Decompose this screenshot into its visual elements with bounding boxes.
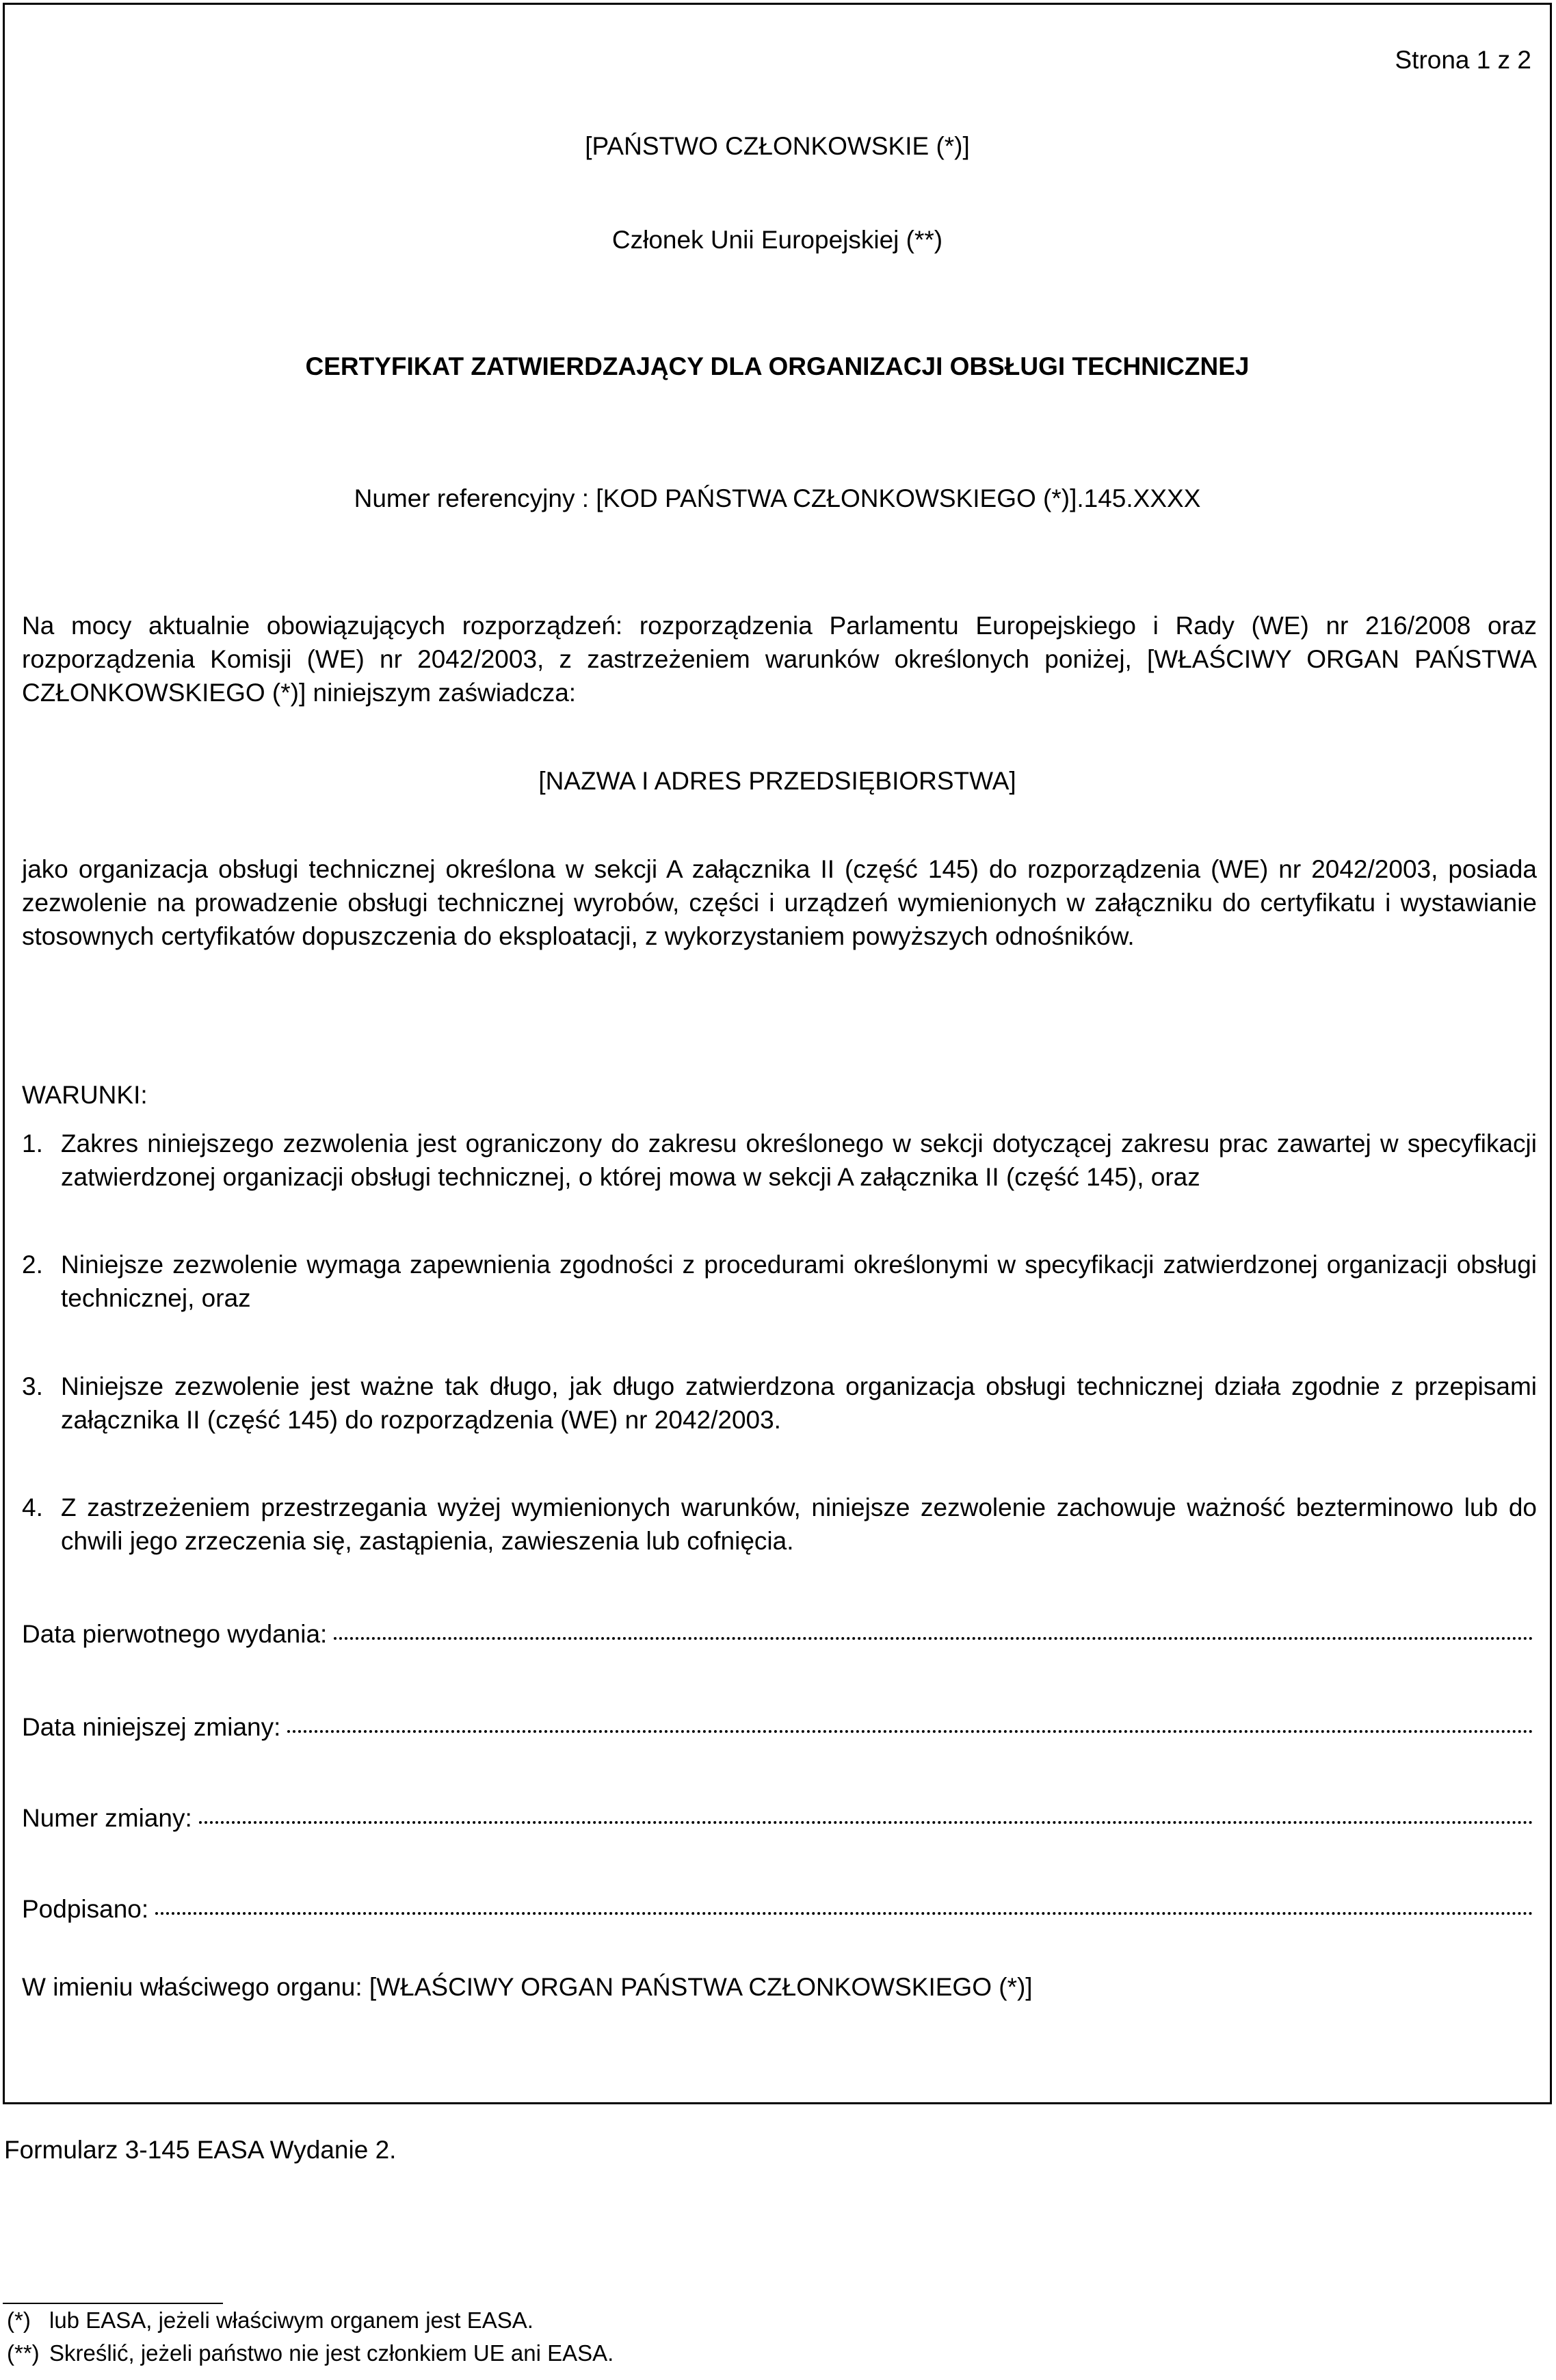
- condition-item: [22, 1491, 1537, 1558]
- condition-item: [22, 1370, 1537, 1437]
- dotted-fill-line: [155, 1909, 1533, 1915]
- member-state-heading: [PAŃSTWO CZŁONKOWSKIE (*)]: [585, 132, 970, 160]
- footnote: [7, 2305, 533, 2336]
- condition-number: 1.: [22, 1129, 43, 1158]
- condition-text: Z zastrzeżeniem przestrzegania wyżej wymienionych warunków, niniejsze zezwolenie zachowuje ważność bezterminowo lub do chwili jego zrzeczenia się, zastąpienia, zawieszenia lub cofnięcia.: [61, 1493, 1537, 1555]
- page-number: Strona 1 z 2: [1395, 46, 1531, 74]
- footnote: [7, 2338, 614, 2368]
- footnote-mark: (**): [7, 2340, 40, 2366]
- certificate-frame: [3, 3, 1552, 2104]
- conditions-heading: WARUNKI:: [22, 1081, 148, 1109]
- footnote-text: Skreślić, jeżeli państwo nie jest członkiem UE ani EASA.: [49, 2340, 614, 2366]
- reference-number: Numer referencyjny : [KOD PAŃSTWA CZŁONKOWSKIEGO (*)].145.XXXX: [354, 484, 1201, 512]
- intro-paragraph: Na mocy aktualnie obowiązujących rozporządzeń: rozporządzenia Parlamentu Europejskiego i Rady (WE) nr 216/2008 oraz rozporządzenia Komisji (WE) nr 2042/2003, z zastrzeżeniem warunków określonych poniżej, [WŁAŚCIWY ORGAN PAŃSTWA CZŁONKOWSKIEGO (*)] niniejszym zaświadcza:: [22, 612, 1537, 707]
- condition-text: Niniejsze zezwolenie jest ważne tak długo, jak długo zatwierdzona organizacja obsługi technicznej działa zgodnie z przepisami załącznika II (część 145) do rozporządzenia (WE) nr 2042/2003.: [61, 1372, 1537, 1434]
- eu-member-line: Członek Unii Europejskiej (**): [611, 226, 943, 254]
- condition-number: 3.: [22, 1372, 43, 1400]
- original-issue-label: Data pierwotnego wydania:: [22, 1620, 328, 1648]
- condition-item: [22, 1248, 1537, 1315]
- footnote-text: lub EASA, jeżeli właściwym organem jest EASA.: [49, 2307, 533, 2333]
- scope-paragraph: jako organizacja obsługi technicznej określona w sekcji A załącznika II (część 145) do rozporządzenia (WE) nr 2042/2003, posiada zezwolenie na prowadzenie obsługi technicznej wyrobów, części i urządzeń wymienionych w załączniku do certyfikatu i wystawianie stosownych certyfikatów dopuszczenia do eksploatacji, z wykorzystaniem powyższych odnośników.: [22, 855, 1537, 950]
- on-behalf-line: W imieniu właściwego organu: [WŁAŚCIWY ORGAN PAŃSTWA CZŁONKOWSKIEGO (*)]: [22, 1973, 1033, 2001]
- dotted-fill-line: [334, 1634, 1533, 1640]
- signature-field[interactable]: [22, 1892, 1533, 1926]
- signed-label: Podpisano:: [22, 1895, 149, 1923]
- condition-number: 2.: [22, 1251, 43, 1279]
- condition-item: [22, 1127, 1537, 1194]
- condition-text: Zakres niniejszego zezwolenia jest ograniczony do zakresu określonego w sekcji dotyczącej zakresu prac zawartej w specyfikacji zatwierdzonej organizacji obsługi technicznej, o której mowa w sekcji A załącznika II (część 145), oraz: [61, 1129, 1537, 1191]
- footnote-mark: (*): [7, 2307, 31, 2333]
- certificate-title: CERTYFIKAT ZATWIERDZAJĄCY DLA ORGANIZACJI OBSŁUGI TECHNICZNEJ: [305, 352, 1250, 380]
- dotted-fill-line: [287, 1727, 1533, 1733]
- change-number-label: Numer zmiany:: [22, 1804, 192, 1832]
- form-identifier: Formularz 3-145 EASA Wydanie 2.: [4, 2136, 397, 2164]
- footnote-divider: [3, 2303, 223, 2304]
- condition-text: Niniejsze zezwolenie wymaga zapewnienia zgodności z procedurami określonymi w specyfikacji zatwierdzonej organizacji obsługi technicznej, oraz: [61, 1251, 1537, 1312]
- dotted-fill-line: [199, 1818, 1533, 1824]
- change-date-label: Data niniejszej zmiany:: [22, 1713, 281, 1741]
- original-issue-date-field[interactable]: [22, 1617, 1533, 1651]
- condition-number: 4.: [22, 1493, 43, 1521]
- change-date-field[interactable]: [22, 1710, 1533, 1744]
- change-number-field[interactable]: [22, 1801, 1533, 1835]
- company-name-address: [NAZWA I ADRES PRZEDSIĘBIORSTWA]: [538, 767, 1016, 795]
